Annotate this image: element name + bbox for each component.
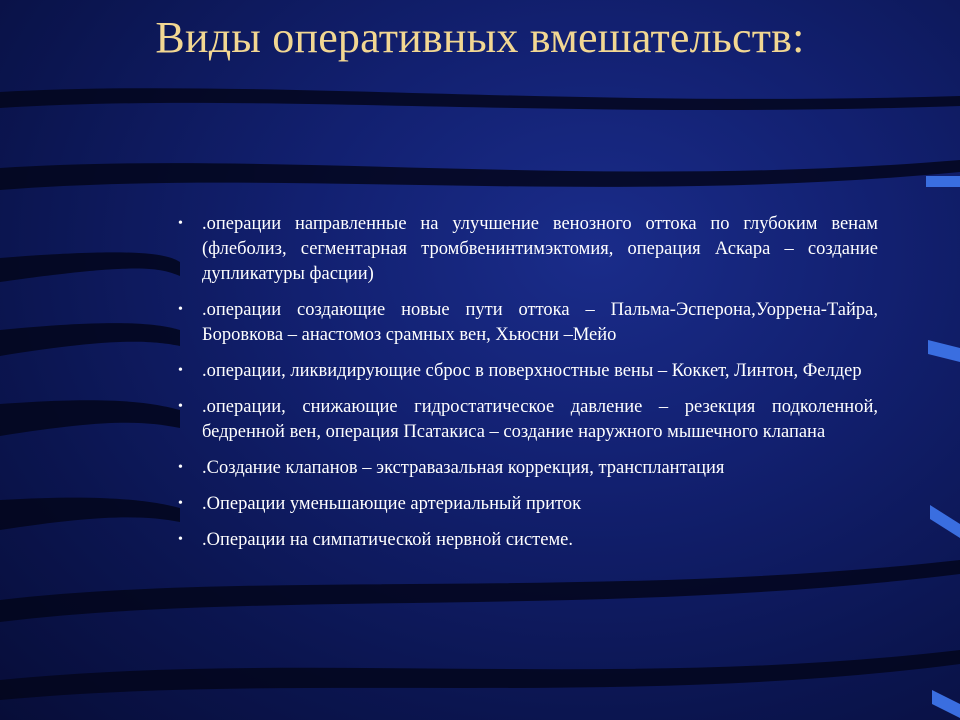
list-item	[176, 298, 878, 348]
bullet-icon: •	[178, 532, 183, 547]
bullet-icon: •	[178, 496, 183, 511]
list-item	[176, 492, 878, 517]
list-item-text: .операции направленные на улучшение венозного оттока по глубоким венам (флеболиз, сегментарная тромбвенинтимэктомия, операция Аскара – создание дупликатуры фасции)	[202, 214, 878, 284]
list-item-text: .операции, снижающие гидростатическое давление – резекция подколенной, бедренной вен, операция Псатакиса – создание наружного мышечного клапана	[202, 397, 878, 442]
dark-stripe	[0, 650, 960, 700]
list-item	[176, 212, 878, 287]
list-item-text: .операции создающие новые пути оттока – Пальма-Эсперона,Уоррена-Тайра, Боровкова – анастомоз срамных вен, Хьюсни –Мейо	[202, 300, 878, 345]
bullet-icon: •	[178, 363, 183, 378]
slide-title: Виды оперативных вмешательств:	[155, 13, 805, 62]
bullet-icon: •	[178, 302, 183, 317]
blue-stripe	[932, 690, 960, 718]
dark-stripe	[0, 560, 960, 622]
list-item	[176, 395, 878, 445]
list-item	[176, 456, 878, 481]
bullet-icon: •	[178, 399, 183, 414]
dark-stripe	[0, 88, 960, 110]
bullet-icon: •	[178, 216, 183, 231]
dark-stripe	[0, 252, 180, 282]
list-item-text: .Операции уменьшающие артериальный приток	[202, 494, 582, 514]
blue-stripe	[926, 176, 960, 187]
list-item	[176, 359, 878, 384]
list-item	[176, 528, 878, 553]
list-item-text: .Создание клапанов – экстравазальная коррекция, трансплантация	[202, 458, 725, 478]
blue-stripe	[930, 505, 960, 538]
dark-stripe	[0, 160, 960, 190]
bullet-list	[176, 212, 878, 564]
blue-stripe	[928, 340, 960, 362]
dark-stripe	[0, 323, 180, 356]
dark-stripe	[0, 400, 180, 436]
list-item-text: .Операции на симпатической нервной системе.	[202, 530, 574, 550]
bullet-icon: •	[178, 460, 183, 475]
list-item-text: .операции, ликвидирующие сброс в поверхностные вены – Коккет, Линтон, Фелдер	[202, 361, 862, 381]
dark-stripe	[0, 498, 180, 530]
